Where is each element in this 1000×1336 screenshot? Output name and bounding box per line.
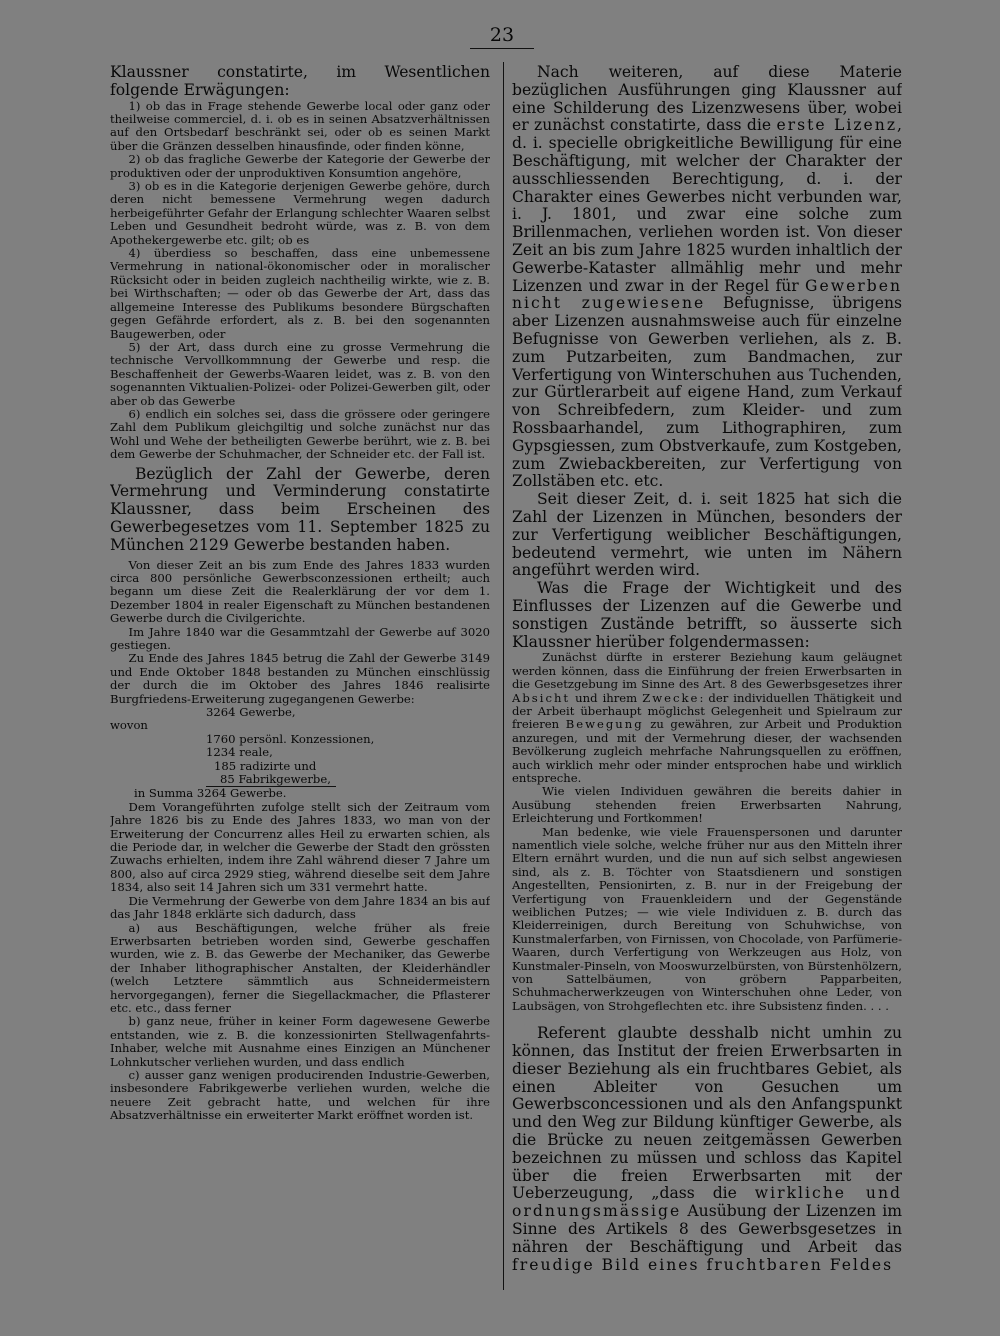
paragraph: c) ausser ganz wenigen producirenden Industrie-Gewerben, insbesondere Fabrikgewerbe verliehen wurden, welche die neuere Zeit gebracht hatte, und welchen für ihre Absatzverhältnisse ein erweiterter Markt eröffnet worden ist. bbox=[110, 1067, 490, 1123]
paragraph: Von dieser Zeit an bis zum Ende des Jahres 1833 wurden circa 800 persönliche Gewerbsconzessionen ertheilt; auch begann um diese Zeit die Realerklärung der vor dem 1. Dezember 1804 in realer Eigenschaft zu München bestandenen Gewerbe durch die Civilgerichte. bbox=[110, 557, 490, 626]
paragraph: a) aus Beschäftigungen, welche früher als freie Erwerbsarten betrieben worden sind, Gewerbe geschaffen wurden, wie z. B. das Gewerbe der Mechaniker, das Gewerbe der Inhaber lithographischer Anstalten, der Kleiderhändler (welch Letztere sämmtlich aus Schneidermeistern hervorgegangen), ferner die Siegellackmacher, die Pflasterer etc. etc., dass ferner bbox=[110, 920, 490, 1015]
consideration-item: 2) ob das fragliche Gewerbe der Kategorie der Gewerbe der produktiven oder der unproduktiven Konsumtion angehöre, bbox=[110, 152, 490, 180]
spaced-emphasis: freudige Bild eines fruchtbaren Feldes bbox=[512, 1255, 894, 1274]
list-item: 185 radizirte und bbox=[214, 758, 317, 773]
text-span: Befugnisse, übrigens aber Lizenzen ausnahmsweise auch für einzelne Befugnisse von Gewerben verliehen, als z. B. zum Putzarbeiten, zum Bandmachen, zur Verfertigung von Winterschuhen aus Tuchenden, zur Gürtlerarbeit auf eigene Hand, zum Verkauf von Schreibfedern, zum Kleider- und zum Rossbaarhandel, zum Lithographiren, zum Gypsgiessen, zum Obstverkaufe, zum Kostgeben, zum Zwiebackbereiten, zur Verfertigung von Zollstäben etc. etc. bbox=[512, 294, 902, 491]
quoted-paragraph: Man bedenke, wie viele Frauenspersonen und darunter namentlich viele solche, welche früher nur aus den Mitteln ihrer Eltern ernährt wurden, und die nun auf sich selbst angewiesen sind, als z. B. Töchter von Staatsdienern und sonstigen Angestellten, Pensionirten, z. B. nur in der Freigebung der Verfertigung von Frauenkleidern und der Gegenstände weiblichen Putzes; — wie viele Individuen z. B. durch das Kleiderreinigen, durch Bereitung von Schuhwichse, von Kunstmalerfarben, von Firnissen, von Chocolade, von Parfümerie-Waaren, durch Verfertigung von Werkzeugen aus Holz, von Kunstmaler-Pinseln, von Mooswurzelbürsten, von Bürstenhölzern, von Sattelbäumen, von gröbern Papparbeiten, Schuhmacherwerkzeugen von Winterschuhen ohne Leder, von Laubsägen, von Strohgeflechten etc. ihre Subsistenz finden. . . . bbox=[512, 824, 902, 1013]
text-span: Ausübung der Lizenzen im Sinne des Artikels 8 des Gewerbsgesetzes in nähren der Beschäftigung und Arbeit das bbox=[512, 1202, 902, 1256]
spaced-emphasis: Gewerben nicht zugewiesene bbox=[512, 276, 902, 313]
quoted-paragraph bbox=[512, 651, 902, 785]
quoted-paragraph: Wie vielen Individuen gewähren die bereits dahier in Ausübung stehenden freien Erwerbsarten Nahrung, Erleichterung und Fortkommen! bbox=[512, 784, 902, 826]
consideration-item: 4) überdiess so beschaffen, dass eine unbemessene Vermehrung in national-ökonomischer oder in moralischer Rücksicht oder in beiden zugleich nachtheilig wirkte, wie z. B. bei Wirthschaften; — oder ob das Gewerbe der Art, dass das allgemeine Interesse des Publikums besondere Bürgschaften gegen Gefährde erfordert, als z. B. bei den sogenannten Baugewerben, oder bbox=[110, 246, 490, 341]
list-total: 3264 Gewerbe, bbox=[206, 705, 296, 720]
column-divider bbox=[503, 62, 504, 1290]
left-column bbox=[110, 64, 490, 1123]
paragraph: b) ganz neue, früher in keiner Form dagewesene Gewerbe entstanden, wie z. B. die konzessionirten Stellwagenfahrts-Inhaber, welche mit Ausnahme eines Einzigen an Münchener Lohnkutscher verliehen wurden, und dass endlich bbox=[110, 1014, 490, 1069]
consideration-item: 3) ob es in die Kategorie derjenigen Gewerbe gehöre, durch deren nicht bemessene Vermehrung wegen dadurch herbeigeführter Gefahr der Erlangung schlechter Waaren selbst Leben und Gesundheit bedroht würde, was z. B. von dem Apothekergewerbe etc. gilt; ob es bbox=[110, 179, 490, 247]
paragraph: Zu Ende des Jahres 1845 betrug die Zahl der Gewerbe 3149 und Ende Oktober 1848 bestanden zu München einschlüssig der durch die im Oktober des Jahres 1846 realisirte Burgfriedens-Erweiterung zugegangenen Gewerbe: bbox=[110, 651, 490, 706]
list-item: 1760 persönl. Konzessionen, bbox=[206, 731, 375, 746]
text-span: Zunächst dürfte in ersterer Beziehung kaum geläugnet werden können, dass die Einführung der freien Erwerbsarten in die Gesetzgebung im Sinne des Art. 8 des Gewerbsgesetzes ihrer bbox=[512, 650, 902, 692]
page-number: 23 bbox=[489, 24, 515, 46]
paragraph: Bezüglich der Zahl der Gewerbe, deren Vermehrung und Verminderung constatirte Klaussner, dass beim Erscheinen des Gewerbegesetzes vom 11. September 1825 zu München 2129 Gewerbe bestanden haben. bbox=[110, 464, 490, 554]
trade-count-list bbox=[110, 706, 490, 801]
spaced-emphasis: Zwecke bbox=[642, 690, 700, 705]
paragraph bbox=[512, 1025, 902, 1274]
consideration-item: 1) ob das in Frage stehende Gewerbe local oder ganz oder theilweise commerciel, d. i. ob es in seinen Absatzverhältnissen auf den Ortsbedarf beschränkt sei, oder ob es seinen Markt über die Gränzen desselben hinausfinde, oder finden könne, bbox=[110, 98, 490, 153]
list-summa: in Summa 3264 Gewerbe. bbox=[134, 786, 287, 801]
list-item: 1234 reale, bbox=[206, 745, 273, 760]
consideration-item: 5) der Art, dass durch eine zu grosse Vermehrung die technische Vervollkommnung der Gewerbe und resp. die Beschaffenheit der Gewerbs-Waaren leidet, was z. B. von den sogenannten Viktualien-Polizei- oder Polizei-Gewerben gilt, oder aber ob das Gewerbe bbox=[110, 339, 490, 408]
consideration-item: 6) endlich ein solches sei, dass die grössere oder geringere Zahl dem Publikum gleichgiltig und solche zunächst nur das Wohl und Wehe der betheiligten Gewerbe berührt, wie z. B. bei dem Gewerbe der Schuhmacher, der Schneider etc. der Fall ist. bbox=[110, 406, 490, 462]
intro-paragraph: Klaussner constatirte, im Wesentlichen folgende Erwägungen: bbox=[110, 64, 490, 99]
spaced-emphasis: Absicht bbox=[512, 690, 571, 705]
text-span: Nach weiteren, auf diese Materie bezüglichen Ausführungen ging Klaussner auf eine Schilderung des Lizenzwesens über, wobei er zunächst constatirte, dass die bbox=[512, 64, 902, 135]
paragraph: Im Jahre 1840 war die Gesammtzahl der Gewerbe auf 3020 gestiegen. bbox=[110, 624, 490, 652]
text-span: zu gewähren, zur Arbeit und Produktion anzuregen, und mit der Vermehrung dieser, der wachsenden Bevölkerung zugleich mehrfache Nahrungsquellen zu eröffnen, auch wirklich mehr oder minder entsprochen habe und wirklich entspreche. bbox=[512, 717, 902, 785]
spaced-emphasis: Bewegung bbox=[565, 717, 644, 732]
list-items bbox=[206, 733, 490, 788]
paragraph: Dem Vorangeführten zufolge stellt sich der Zeitraum vom Jahre 1826 bis zu Ende des Jahres 1833, wo man von der Erweiterung der Concurrenz alles Heil zu erwarten schien, als die Periode dar, in welcher die Gewerbe der Stadt den grössten Zuwachs erhielten, indem ihre Zahl während dieser 7 Jahre um 800, also auf circa 2929 stieg, während dieselbe seit dem Jahre 1834, also seit 14 Jahren sich um 331 vermehrt hatte. bbox=[110, 799, 490, 895]
paragraph: Seit dieser Zeit, d. i. seit 1825 hat sich die Zahl der Lizenzen in München, besonders der zur Verfertigung weiblicher Beschäftigungen, bedeutend vermehrt, wie unten im Nähern angeführt werden wird. bbox=[512, 490, 902, 580]
text-span: und ihrem bbox=[570, 690, 643, 705]
page-number-rule bbox=[470, 48, 534, 49]
list-woven: wovon bbox=[110, 718, 148, 733]
spaced-emphasis: erste Lizenz bbox=[776, 116, 898, 135]
paragraph: Die Vermehrung der Gewerbe von dem Jahre 1834 an bis auf das Jahr 1848 erklärte sich dadurch, dass bbox=[110, 893, 490, 922]
list-item: 85 Fabrikgewerbe, bbox=[206, 773, 336, 787]
text-span: : der individuellen Thätigkeit und der Arbeit überhaupt möglichst Gelegenheit und Spielraum zur freieren bbox=[512, 690, 902, 732]
text-span: Referent glaubte desshalb nicht umhin zu können, das Institut der freien Erwerbsarten in dieser Beziehung als ein fruchtbares Gebiet, als einen Ableiter von Gesuchen um Gewerbsconcessionen und als den Anfangspunkt und den Weg zur Bildung künftiger Gewerbe, als die Brücke zu neuen zeitgemässen Gewerben bezeichnen zu müssen und schloss das Kapitel über die freien Erwerbsarten mit der Ueberzeugung, „dass die bbox=[512, 1024, 902, 1203]
paragraph bbox=[512, 64, 902, 491]
right-column bbox=[512, 64, 902, 1274]
text-span: , d. i. specielle obrigkeitliche Bewilligung für eine Beschäftigung, mit welcher der Charakter der ausschliessenden Berechtigung, d. i. der Charakter eines Gewerbes nicht verbunden war, i. J. 1801, und zwar eine solche zum Brillenmachen, verliehen worden ist. Von dieser Zeit an bis zum Jahre 1825 wurden inhaltlich der Gewerbe-Kataster allmählig mehr und mehr Lizenzen und zwar in der Regel für bbox=[512, 116, 902, 295]
spaced-emphasis: wirkliche und ordnungsmässige bbox=[512, 1184, 902, 1221]
paragraph: Was die Frage der Wichtigkeit und des Einflusses der Lizenzen auf die Gewerbe und sonstigen Zustände betrifft, so äusserte sich Klaussner hierüber folgendermassen: bbox=[512, 579, 902, 651]
